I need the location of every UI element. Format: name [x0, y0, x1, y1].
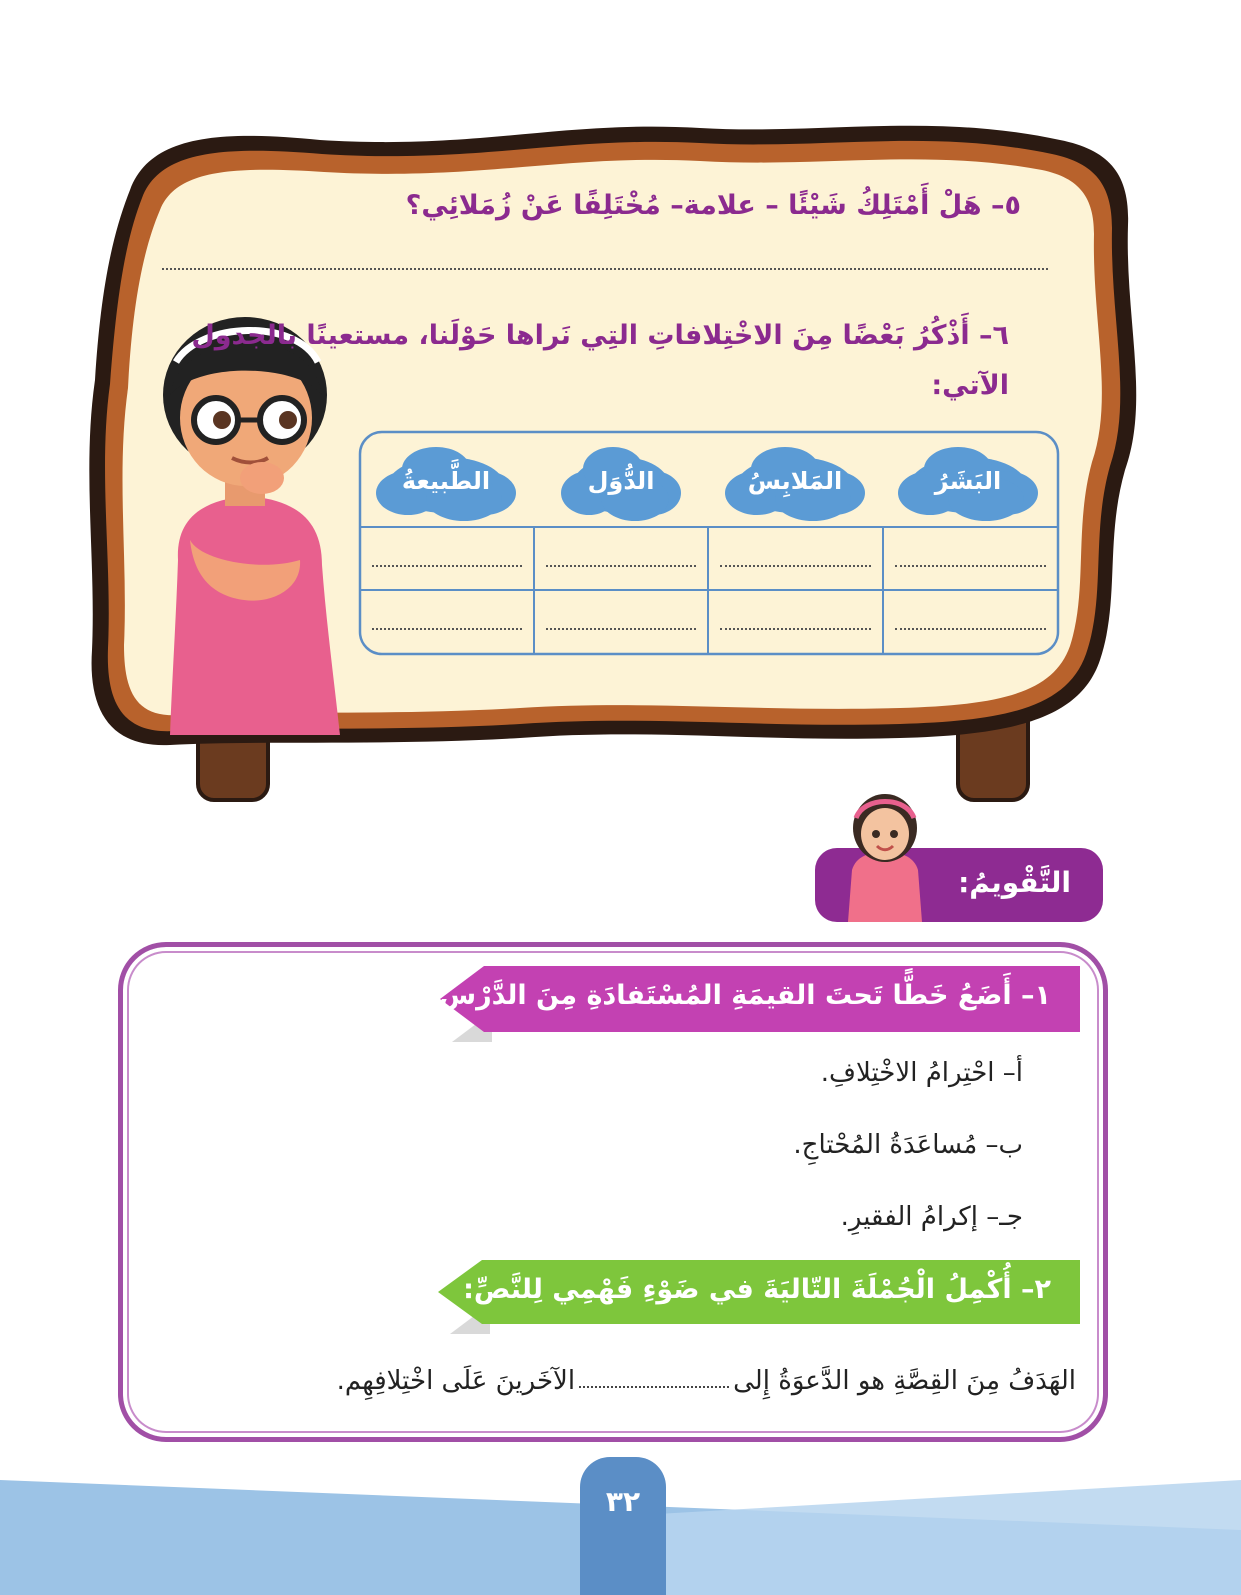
exercise-1-option-b[interactable]: ب– مُساعَدَةُ المُحْتاجِ. [793, 1130, 1023, 1160]
question-6-line-1: ٦– أَذْكُرُ بَعْضًا مِنَ الاخْتِلافاتِ التِي نَراها حَوْلَنا، مستعينًا بالجدول [191, 320, 1009, 351]
exercise-2-title: ٢– أُكْمِلُ الْجُمْلَةَ التّاليَةَ في ضَوْءِ فَهْمِي لِلنَّصِّ: [463, 1274, 1051, 1305]
table-header-nature: الطَّبيعةُ [401, 467, 491, 495]
exercise-1-option-a[interactable]: أ– احْتِرامُ الاخْتِلافِ. [820, 1058, 1023, 1088]
table-cell-r1-c2[interactable] [708, 527, 883, 590]
table-header-humans: البَشَرُ [934, 467, 1002, 495]
table-cell-r2-c2[interactable] [708, 590, 883, 654]
evaluation-title: التَّقْويمُ: [958, 866, 1071, 899]
question-6-line-2: الآتي: [931, 370, 1009, 401]
exercise-2-sentence [337, 1366, 1076, 1396]
question-5: ٥– هَلْ أَمْتَلِكُ شَيْئًا – علامة– مُخْتَلِفًا عَنْ زُمَلائِي؟ [405, 190, 1021, 221]
table-cell-r2-c3[interactable] [534, 590, 708, 654]
exercise-1-title: ١– أَضَعُ خَطًّا تَحتَ القيمَةِ المُسْتَفادَةِ مِنَ الدَّرْسِ: [428, 980, 1051, 1011]
sentence-end: الآخَرينَ عَلَى اخْتِلافِهِم. [336, 1366, 576, 1396]
page-number: ٣٢ [605, 1485, 641, 1518]
sentence-blank[interactable] [579, 1386, 729, 1388]
table-cell-r1-c4[interactable] [360, 527, 534, 590]
table-cell-r2-c1[interactable] [883, 590, 1058, 654]
table-cell-r2-c4[interactable] [360, 590, 534, 654]
table-header-countries: الدُّوَل [587, 467, 655, 495]
question-5-answer-line[interactable] [162, 268, 1048, 270]
girl-avatar [840, 790, 930, 925]
exercise-1-option-c[interactable]: جـ– إكرامُ الفقيرِ. [840, 1202, 1023, 1232]
table-header-clothes: المَلابِسُ [747, 467, 843, 495]
table-cell-r1-c3[interactable] [534, 527, 708, 590]
table-cell-r1-c1[interactable] [883, 527, 1058, 590]
sentence-start: الهَدَفُ مِنَ القِصَّةِ هو الدَّعوَةُ إِلى [733, 1366, 1076, 1396]
page-number-tab [580, 1457, 666, 1595]
